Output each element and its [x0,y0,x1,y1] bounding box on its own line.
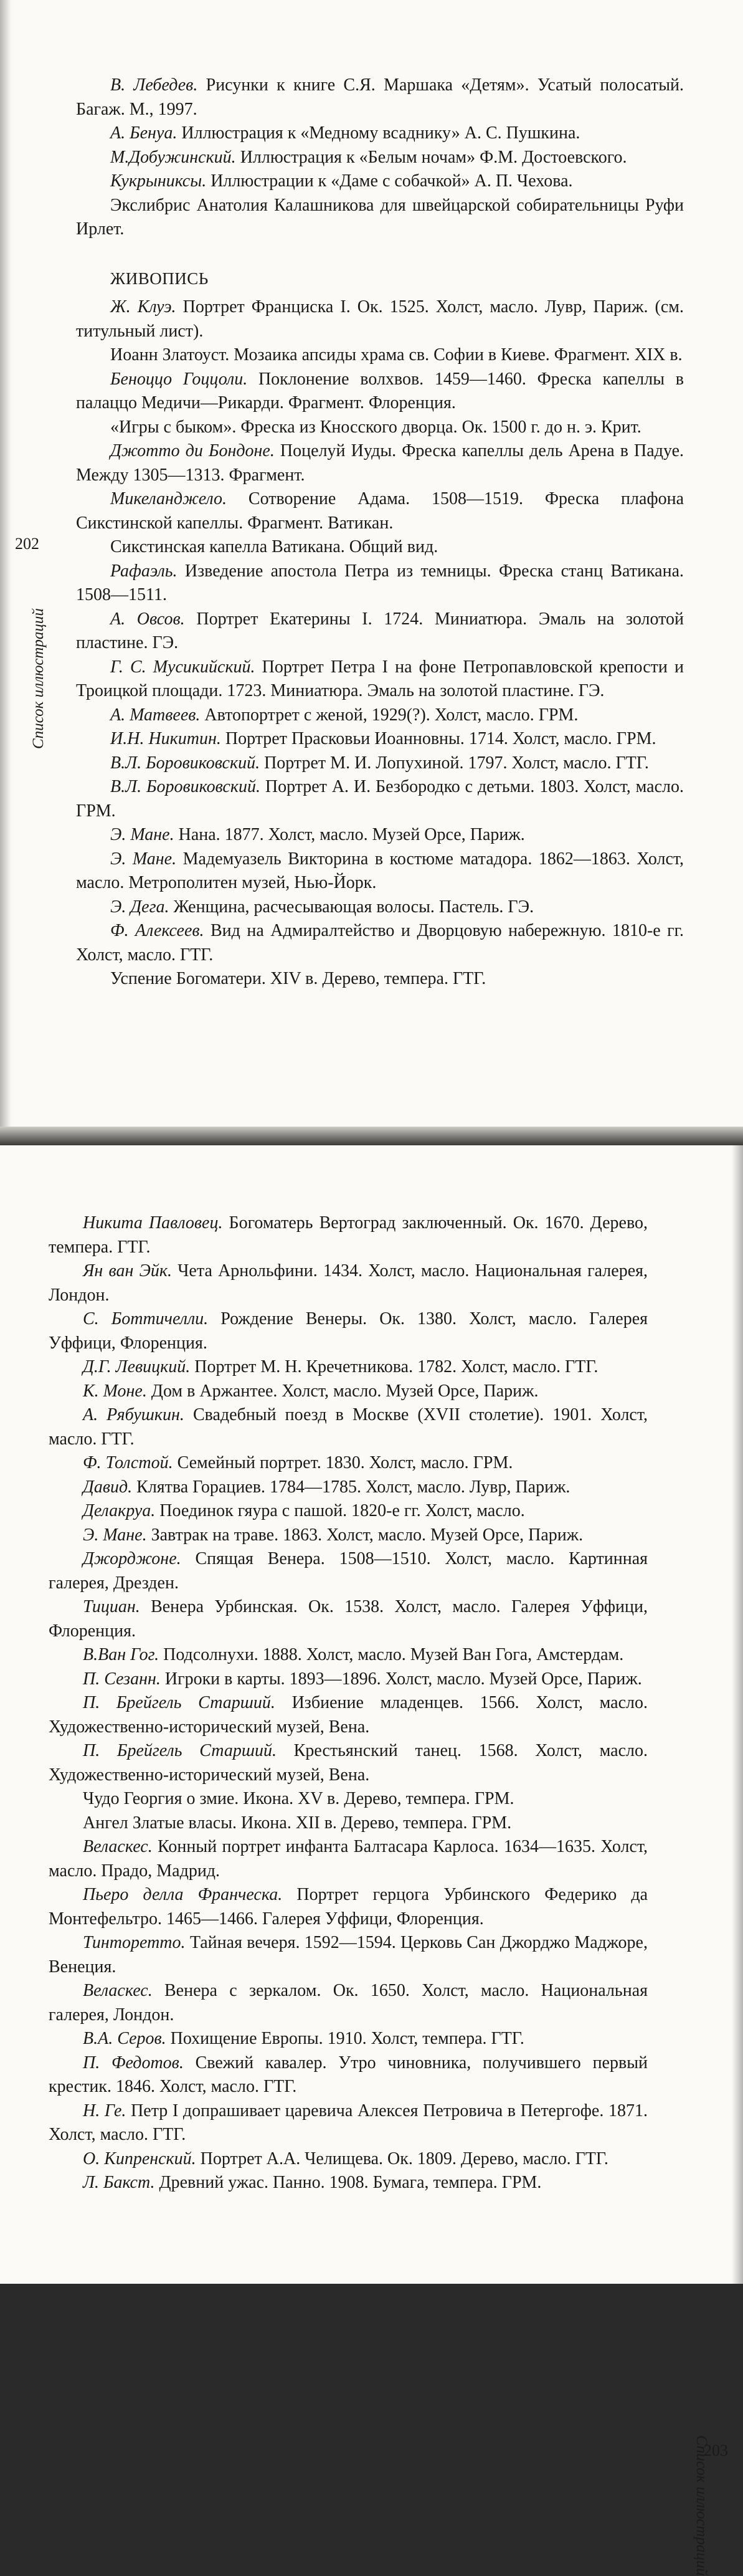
entry-text: Поединок гяура с пашой. 1820-е гг. Холст, масло. [155,1501,525,1520]
list-item [76,560,684,608]
entry-text: Поклонение волхвов. 1459—1460. Фреска капеллы в палаццо Медичи—Рикарди. Фрагмент. Флоренция. [76,369,684,413]
list-item [49,1883,648,1931]
list-item [76,823,684,847]
entry-text: Клятва Горациев. 1784—1785. Холст, масло. Лувр, Париж. [132,1477,570,1497]
page-separator [0,1127,743,1145]
list-item [76,751,684,776]
entry-author: П. Сезанн. [83,1669,161,1689]
entry-author: М.Добужинский. [110,147,236,167]
entry-author: Тициан. [83,1597,140,1616]
list-item [76,194,684,242]
entry-text: Иллюстрация к «Медному всаднику» А. С. Пушкина. [177,123,580,143]
entry-text: Древний ужас. Панно. 1908. Бумага, темпера. ГРМ. [154,2173,542,2192]
entry-text: Портрет А.А. Челищева. Ок. 1809. Дерево, масло. ГТГ. [196,2149,608,2168]
illustration-list-bottom [49,1211,648,2195]
entry-author: В.Л. Боровиковский. [110,753,260,773]
entry-author: Джорджоне. [83,1549,181,1568]
entry-author: В.Л. Боровиковский. [110,777,260,796]
list-item [76,847,684,895]
entry-text: Семейный портрет. 1830. Холст, масло. ГРМ. [173,1453,513,1472]
list-item [49,1931,648,1979]
list-item [76,122,684,146]
entry-author: Беноццо Гоццоли. [110,369,248,389]
entry-text: Тайная вечеря. 1592—1594. Церковь Сан Джорджо Маджоре, Венеция. [49,1933,648,1977]
list-item [76,416,684,440]
list-item [49,1667,648,1692]
running-head: Список иллюстраций [693,2435,710,2576]
book-page-203 [0,1145,743,2576]
entry-author: Э. Мане. [83,1525,147,1545]
list-item [76,368,684,416]
entry-text: Ангел Златые власы. Икона. XII в. Дерево, темпера. ГРМ. [83,1813,512,1833]
entry-author: Д.Г. Левицкий. [83,1357,191,1376]
list-item [76,775,684,823]
entry-author: Ф. Толстой. [83,1453,173,1472]
page-number: 202 [15,535,39,553]
list-item [49,2147,648,2172]
list-item [49,2099,648,2147]
entry-author: Веласкес. [83,1837,153,1856]
entry-text: Экслибрис Анатолия Калашникова для швейцарской собирательницы Руфи Ирлет. [76,195,684,239]
entry-text: Иллюстрация к «Белым ночам» Ф.М. Достоевского. [235,147,627,167]
entry-author: А. Матвеев. [110,705,201,725]
binding-shadow [0,0,11,1127]
entry-text: Чудо Георгия о змие. Икона. XV в. Дерево, темпера. ГРМ. [83,1789,514,1808]
list-item [49,1476,648,1500]
entry-author: И.Н. Никитин. [110,729,221,748]
list-item [76,146,684,170]
entry-text: Венера с зеркалом. Ок. 1650. Холст, масло. Национальная галерея, Лондон. [49,1981,648,2025]
entry-author: П. Брейгель Старший. [83,1693,275,1712]
entry-text: Портрет Екатерины I. 1724. Миниатюра. Эмаль на золотой пластине. ГЭ. [76,609,684,652]
entry-author: Э. Мане. [110,849,177,869]
entry-author: А. Бенуа. [110,123,177,143]
entry-text: Чета Арнольфини. 1434. Холст, масло. Национальная галерея, Лондон. [49,1261,648,1305]
entry-author: П. Федотов. [83,2053,184,2073]
list-item [49,1643,648,1667]
entry-author: В. Лебедев. [110,75,198,95]
entry-text: Портрет Петра I на фоне Петропавловской крепости и Троицкой площади. 1723. Миниатюра. Эмаль на золотой пластине. ГЭ. [76,657,684,700]
entry-author: П. Брейгель Старший. [83,1741,277,1760]
list-item [76,169,684,194]
list-item [76,656,684,704]
list-item [76,727,684,751]
list-item [76,487,684,535]
entry-text: Портрет А. И. Безбородко с детьми. 1803. Холст, масло. ГРМ. [76,777,684,821]
list-item [49,1547,648,1595]
list-item [49,1835,648,1883]
entry-text: Портрет Прасковьи Иоанновны. 1714. Холст, масло. ГРМ. [220,729,656,748]
entry-text: Мадемуазель Викторина в костюме матадора. 1862—1863. Холст, масло. Метрополитен музей, Нью-Йорк. [76,849,684,892]
entry-text: Избиение младенцев. 1566. Холст, масло. Художественно-исторический музей, Вена. [49,1693,648,1737]
entry-text: Женщина, расчесывающая волосы. Пастель. ГЭ. [169,897,534,917]
entry-text: Нана. 1877. Холст, масло. Музей Орсе, Париж. [174,825,525,844]
entry-text: Завтрак на траве. 1863. Холст, масло. Музей Орсе, Париж. [146,1525,584,1545]
entry-text: Крестьянский танец. 1568. Холст, масло. Художественно-исторический музей, Вена. [49,1741,648,1785]
list-item [49,1524,648,1548]
entry-author: Рафаэль. [110,561,177,581]
list-item [49,1451,648,1476]
list-item [76,535,684,560]
entry-author: Н. Ге. [83,2101,126,2120]
entries-after-heading [76,295,684,991]
list-item [76,295,684,343]
binding-shadow [732,1145,743,2284]
entry-author: Веласкес. [83,1981,153,2000]
entry-author: Джотто ди Бондоне. [110,441,275,460]
entry-author: Г. С. Мусикийский. [110,657,255,677]
entry-author: Э. Мане. [110,825,174,844]
entry-text: Сотворение Адама. 1508—1519. Фреска плафона Сикстинской капеллы. Фрагмент. Ватикан. [76,489,684,533]
entry-author: Ф. Алексеев. [110,921,204,940]
entry-text: Венера Урбинская. Ок. 1538. Холст, масло. Галерея Уффици, Флоренция. [49,1597,648,1641]
entry-author: Ж. Клуэ. [110,297,176,317]
entry-text: Портрет Франциска I. Ок. 1525. Холст, масло. Лувр, Париж. (см. титульный лист). [76,297,684,341]
entry-author: Э. Дега. [110,897,169,917]
entry-text: Вид на Адмиралтейство и Дворцовую набережную. 1810-е гг. Холст, масло. ГТГ. [76,921,684,965]
list-item [49,1595,648,1643]
entry-text: Изведение апостола Петра из темницы. Фреска станц Ватикана. 1508—1511. [76,561,684,604]
list-item [76,919,684,967]
entry-author: Делакруа. [83,1501,156,1520]
running-head: Список иллюстраций [30,608,47,749]
entry-author: Кукрыниксы. [110,171,207,191]
entry-author: К. Моне. [83,1381,147,1401]
section-heading-painting: ЖИВОПИСЬ [110,269,209,288]
list-item [76,967,684,991]
entry-text: Свежий кавалер. Утро чиновника, получившего первый крестик. 1846. Холст, масло. ГТГ. [49,2053,648,2096]
entry-author: Давид. [83,1477,133,1497]
entry-text: Иоанн Златоуст. Мозаика апсиды храма св. Софии в Киеве. Фрагмент. XIX в. [110,345,683,365]
list-item [76,895,684,920]
entry-author: Никита Павловец. [83,1213,223,1233]
entry-text: Успение Богоматери. XIV в. Дерево, темпера. ГТГ. [110,969,486,988]
list-item [49,1787,648,1811]
entry-text: Петр I допрашивает царевича Алексея Петровича в Петергофе. 1871. Холст, масло. ГТГ. [49,2101,648,2144]
entry-text: Богоматерь Вертоград заключенный. Ок. 1670. Дерево, темпера. ГТГ. [49,1213,648,1257]
entry-text: Сикстинская капелла Ватикана. Общий вид. [110,537,438,556]
entry-author: Микеланджело. [110,489,227,508]
entry-text: Конный портрет инфанта Балтасара Карлоса. 1634—1635. Холст, масло. Прадо, Мадрид. [49,1837,648,1881]
list-item [49,1499,648,1524]
illustration-list-top [76,74,684,991]
book-page-202 [0,0,743,1127]
list-item [49,2171,648,2195]
list-item [49,1211,648,1259]
list-item [76,343,684,368]
list-item [49,1979,648,2027]
entry-text: Похищение Европы. 1910. Холст, темпера. ГТГ. [166,2029,524,2048]
entry-author: Л. Бакст. [83,2173,155,2192]
entry-text: Свадебный поезд в Москве (XVII столетие). 1901. Холст, масло. ГТГ. [49,1405,648,1449]
list-item [49,1307,648,1355]
list-item [49,1380,648,1404]
entry-text: Портрет М. И. Лопухиной. 1797. Холст, масло. ГТГ. [260,753,649,773]
entry-author: С. Боттичелли. [83,1309,209,1329]
entry-author: Пьеро делла Франческа. [83,1885,283,1904]
entry-text: Игроки в карты. 1893—1896. Холст, масло. Музей Орсе, Париж. [160,1669,642,1689]
list-item [76,704,684,728]
list-item [49,1739,648,1787]
entries [49,1211,648,2195]
list-item [76,74,684,122]
entry-author: А. Овсов. [110,609,185,629]
entry-text: Поцелуй Иуды. Фреска капеллы дель Арена в Падуе. Между 1305—1313. Фрагмент. [76,441,684,485]
entry-author: В.А. Серов. [83,2029,166,2048]
entry-text: Портрет М. Н. Кречетникова. 1782. Холст, масло. ГТГ. [190,1357,599,1376]
list-item [76,608,684,656]
entry-text: Подсолнухи. 1888. Холст, масло. Музей Ван Гога, Амстердам. [159,1645,624,1664]
list-item [49,1691,648,1739]
entry-author: Ян ван Эйк. [83,1261,173,1281]
entry-text: Портрет герцога Урбинского Федерико да Монтефельтро. 1465—1466. Галерея Уффици, Флоренция. [49,1885,648,1929]
entry-text: Рождение Венеры. Ок. 1380. Холст, масло. Галерея Уффици, Флоренция. [49,1309,648,1353]
entry-text: Спящая Венера. 1508—1510. Холст, масло. Картинная галерея, Дрезден. [49,1549,648,1593]
entry-author: А. Рябушкин. [83,1405,184,1424]
list-item [76,439,684,487]
entry-text: «Игры с быком». Фреска из Кносского дворца. Ок. 1500 г. до н. э. Крит. [110,417,641,437]
entry-author: О. Кипренский. [83,2149,196,2168]
entries-before-heading [76,74,684,242]
page-number: 203 [704,2441,728,2459]
entry-author: В.Ван Гог. [83,1645,159,1664]
entry-author: Тинторетто. [83,1933,186,1952]
list-item [49,1811,648,1836]
list-item [49,2051,648,2099]
list-item [49,1259,648,1307]
list-item [49,1403,648,1451]
entry-text: Иллюстрации к «Даме с собачкой» А. П. Чехова. [206,171,573,191]
list-item [49,2027,648,2051]
entry-text: Автопортрет с женой, 1929(?). Холст, масло. ГРМ. [200,705,579,725]
entry-text: Дом в Аржантее. Холст, масло. Музей Орсе, Париж. [146,1381,539,1401]
list-item [49,1355,648,1380]
entry-text: Рисунки к книге С.Я. Маршака «Детям». Усатый полосатый. Багаж. М., 1997. [76,75,684,119]
